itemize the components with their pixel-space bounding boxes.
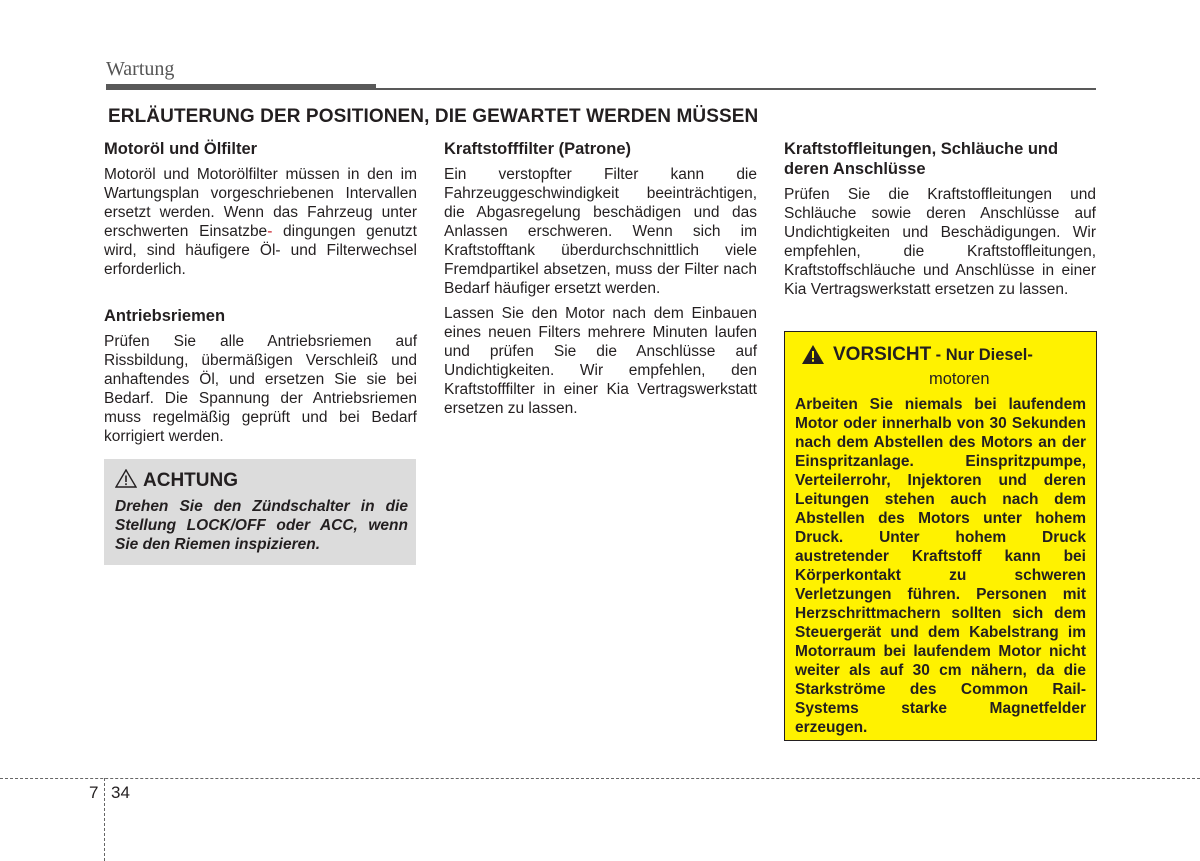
kraftstoffleitungen-paragraph: Prüfen Sie die Kraftstoffleitungen und Schläuche sowie deren Anschlüsse auf Undichtigkeiten und Beschädigungen. Wir empfehlen, die Kraftstoffleitungen, Kraftstoffschläuche und Anschlüsse in einer Kia Vertragswerkstatt ersetzen zu lassen.	[784, 186, 1096, 298]
page-heading: ERLÄUTERUNG DER POSITIONEN, DIE GEWARTET WERDEN MÜSSEN	[108, 106, 759, 127]
kraftstofffilter-heading: Kraftstofffilter (Patrone)	[444, 140, 632, 158]
vorsicht-text: Arbeiten Sie niemals bei laufendem Motor oder innerhalb von 30 Sekunden nach dem Abstellen des Motors an der Einspritzanlage. Einspritzpumpe, Verteilerrohr, Injektoren und deren Leitungen stehen auch nach dem Abstellen des Motors unter hohem Druck. Unter hohem Druck austretender Kraftstoff kann bei Körperkontakt zu schweren Verletzungen führen. Personen mit Herzschrittmachern sollten sich dem Steuergerät und dem Kabelstrang im Motorraum bei laufendem Motor nicht weiter als auf 30 cm nähern, da die Starkströme des Common Rail-Systems starke Magnetfelder erzeugen.	[795, 396, 1086, 736]
column-middle	[444, 139, 757, 418]
footer-vertical-divider	[104, 778, 105, 861]
vorsicht-subtitle-line2: motoren	[929, 370, 990, 388]
column-right	[784, 139, 1096, 299]
kraftstofffilter-paragraph-1: Ein verstopfter Filter kann die Fahrzeuggeschwindigkeit beeinträchtigen, die Abgasregelung beschädigen und das Anlassen erschweren. Wenn sich im Kraftstofftank überdurchschnittlich viele Fremdpartikel absetzen, muss der Filter nach Bedarf häufiger ersetzt werden.	[444, 166, 757, 297]
chapter-number: 7	[89, 783, 99, 802]
motoroel-paragraph	[104, 165, 417, 279]
section-title: Wartung	[106, 58, 175, 80]
footer-divider	[0, 778, 1200, 779]
motoroel-text-b: dingungen genutzt wird, sind häufigere Öl- und Filterwechsel erforderlich.	[104, 223, 417, 278]
achtung-label: ACHTUNG	[143, 470, 238, 491]
antriebsriemen-heading: Antriebsriemen	[104, 307, 226, 325]
antriebsriemen-paragraph: Prüfen Sie alle Antriebsriemen auf Rissbildung, übermäßigen Verschleiß und anhaftendes Öl, und ersetzen Sie sie bei Bedarf. Die Spannung der Antriebsriemen muss regelmäßig geprüft und bei Bedarf korrigiert werden.	[104, 333, 417, 445]
kraftstoffleitungen-heading: Kraftstoffleitungen, Schläuche und deren Anschlüsse	[784, 140, 1059, 178]
vorsicht-subtitle-line1: - Nur Diesel-	[935, 346, 1033, 364]
column-left	[104, 139, 417, 446]
warning-triangle-icon	[115, 469, 137, 493]
motoroel-heading: Motoröl und Ölfilter	[104, 140, 258, 158]
motoroel-text-a: Motoröl und Motorölfilter müssen in den im Wartungsplan vorgeschriebenen Intervallen ersetzt werden. Wenn das Fahrzeug unter erschwerten Einsatzbe	[104, 166, 417, 240]
achtung-notice	[104, 459, 416, 565]
vorsicht-label: VORSICHT	[833, 344, 932, 365]
motoroel-hyphen: -	[267, 223, 273, 240]
warning-triangle-icon	[801, 344, 825, 370]
page-number: 34	[111, 783, 130, 802]
achtung-text: Drehen Sie den Zündschalter in die Stellung LOCK/OFF oder ACC, wenn Sie den Riemen inspizieren.	[115, 498, 408, 553]
header-rule-thin	[376, 88, 1096, 90]
kraftstofffilter-paragraph-2: Lassen Sie den Motor nach dem Einbauen eines neuen Filters mehrere Minuten laufen und prüfen Sie die Anschlüsse auf Undichtigkeiten. Wir empfehlen, den Kraftstofffilter in einer Kia Vertragswerkstatt ersetzen zu lassen.	[444, 305, 757, 417]
header-rule-thick	[106, 84, 376, 90]
vorsicht-notice	[784, 331, 1097, 741]
